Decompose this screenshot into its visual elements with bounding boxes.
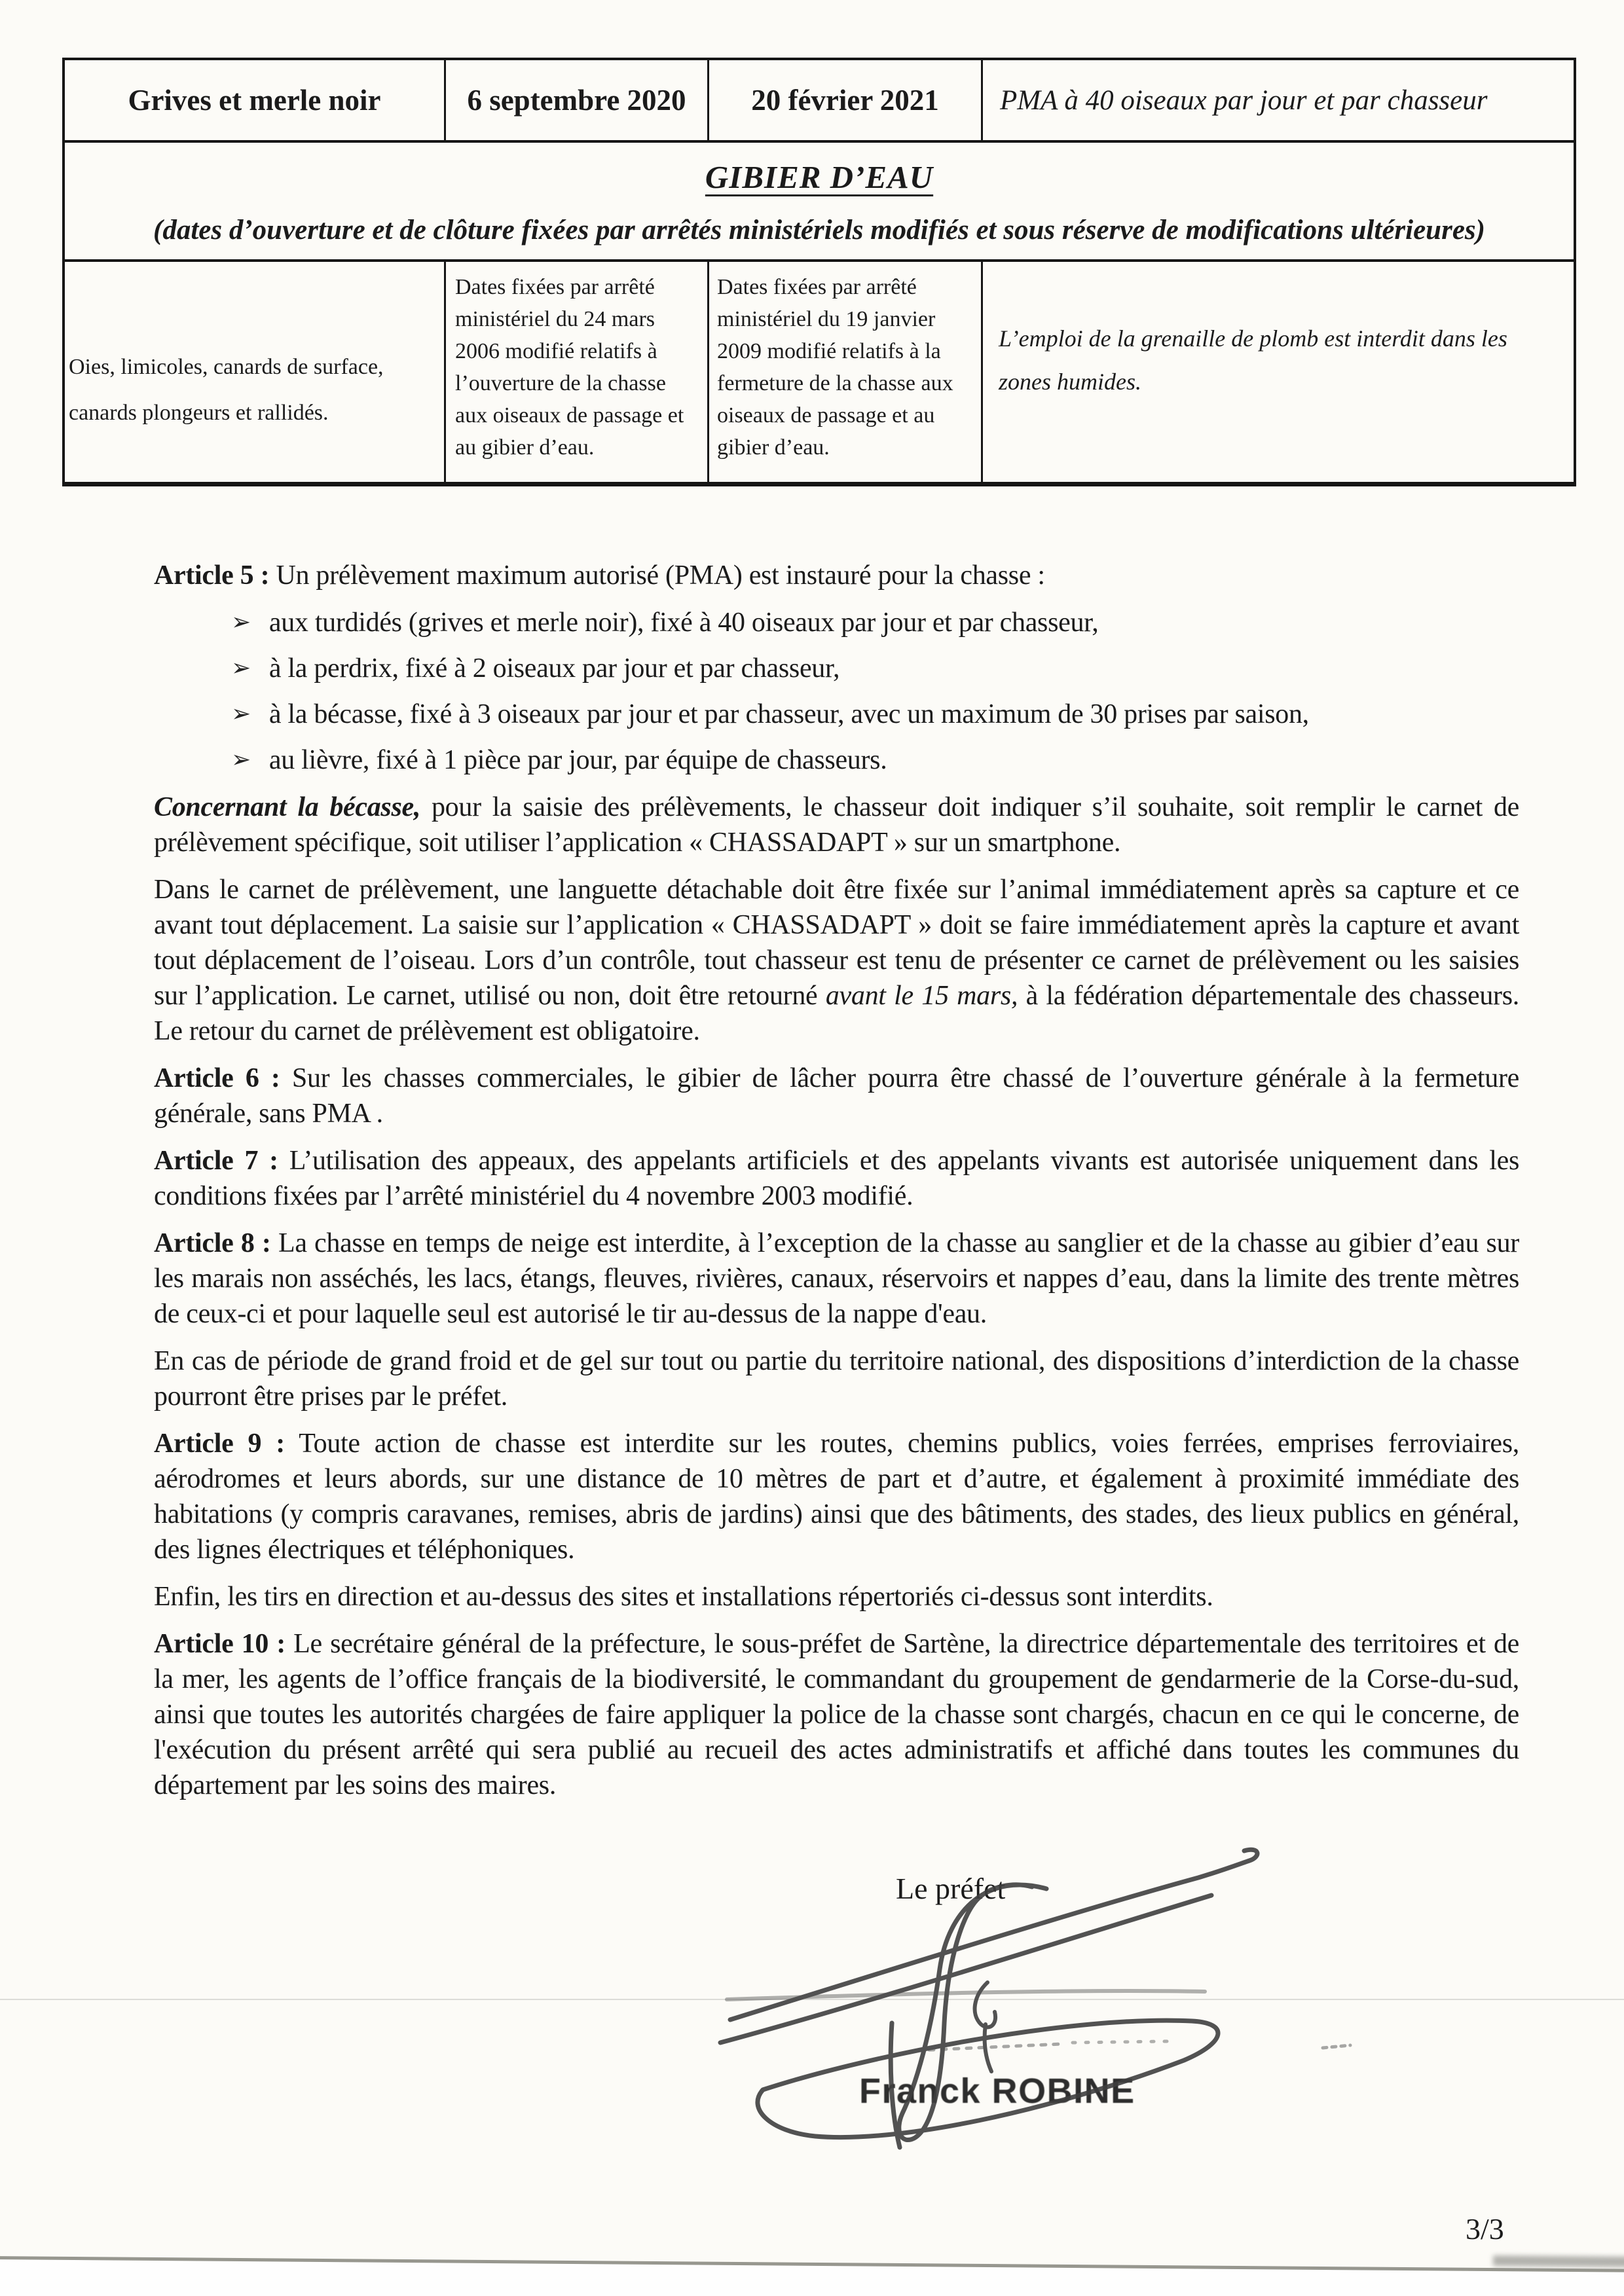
- article-8-paragraph: [154, 1226, 1519, 1332]
- signatory-title: Le préfet: [896, 1872, 1006, 1905]
- cell-species: Grives et merle noir: [65, 60, 446, 140]
- carnet-text-italic: avant le 15 mars,: [825, 981, 1018, 1011]
- article-7-paragraph: [154, 1143, 1519, 1214]
- paper-bottom-edge: [0, 2256, 1624, 2296]
- article-5-label: Article 5 :: [154, 560, 270, 591]
- list-item: [154, 651, 1519, 686]
- becasse-label: Concernant la bécasse,: [154, 792, 421, 822]
- article-8-label: Article 8 :: [154, 1228, 271, 1258]
- article-6-paragraph: [154, 1061, 1519, 1131]
- section-title: GIBIER D’EAU: [705, 159, 934, 195]
- article-10-text: Le secrétaire général de la préfecture, le sous-préfet de Sartène, la directrice départementale des territoires et de la mer, les agents de l’office français de la biodiversité, le commandant du groupement de gendarmerie de la Corse-du-sud, ainsi que toutes les autorités chargées de faire appliquer la police de la chasse sont chargés, chacun en ce qui le concerne, de l'exécution du présent arrêté qui sera publié au recueil des actes administratifs et affiché dans toutes les communes du département par les soins des maires.: [154, 1629, 1519, 1800]
- enfin-text: Enfin, les tirs en direction et au-dessus des sites et installations répertoriés ci-dessus sont interdits.: [154, 1582, 1213, 1612]
- bullet-text: à la perdrix, fixé à 2 oiseaux par jour et par chasseur,: [268, 653, 840, 683]
- article-6-text: Sur les chasses commerciales, le gibier de lâcher pourra être chassé de l’ouverture générale à la fermeture générale, sans PMA .: [154, 1063, 1519, 1129]
- becasse-paragraph: [154, 790, 1519, 860]
- bullet-text: à la bécasse, fixé à 3 oiseaux par jour et par chasseur, avec un maximum de 30 prises par saison,: [268, 699, 1309, 729]
- list-item: [154, 605, 1519, 640]
- cell-opening-rule: Dates fixées par arrêté ministériel du 24 mars 2006 modifié relatifs à l’ouverture de la chasse aux oiseaux de passage et au gibier d’eau.: [446, 262, 709, 482]
- table-row-gibier-eau: [65, 262, 1574, 482]
- scan-artifact-line: [0, 1999, 1624, 2000]
- arrow-bullet-icon: ➢: [231, 609, 251, 636]
- article-5-text: Un prélèvement maximum autorisé (PMA) est instauré pour la chasse :: [276, 560, 1045, 591]
- carnet-text-pre: Dans le carnet de prélèvement, une languette détachable doit être fixée sur l’animal immédiatement après sa capture et ce avant tout déplacement. La saisie sur l’application « CHASSADAPT » doit se faire immédiatement après la capture et avant tout déplacement de l’oiseau. Lors d’un contrôle, tout chasseur est tenu de présenter ce carnet de prélèvement ou les saisies sur l’application. Le carnet, utilisé ou non, doit être retourné: [154, 875, 1519, 1011]
- article-7-text: L’utilisation des appeaux, des appelants artificiels et des appelants vivants est autorisée uniquement dans les conditions fixées par l’arrêté ministériel du 4 novembre 2003 modifié.: [154, 1146, 1519, 1211]
- cell-lead-shot-note: L’emploi de la grenaille de plomb est interdit dans les zones humides.: [999, 325, 1507, 395]
- section-subtitle: (dates d’ouverture et de clôture fixées par arrêtés ministériels modifiés et sous réserve de modifications ultérieures): [153, 215, 1485, 246]
- document-body: [154, 558, 1519, 1815]
- handwritten-signature-icon: [681, 1827, 1401, 2180]
- bullet-text: au lièvre, fixé à 1 pièce par jour, par équipe de chasseurs.: [268, 745, 887, 775]
- article-10-paragraph: [154, 1626, 1519, 1803]
- arrow-bullet-icon: ➢: [231, 655, 251, 682]
- page-number: 3/3: [1466, 2212, 1504, 2246]
- cell-opening-date: 6 septembre 2020: [446, 60, 709, 140]
- article-10-label: Article 10 :: [154, 1629, 286, 1659]
- list-item: [154, 697, 1519, 732]
- article-5-paragraph: [154, 558, 1519, 593]
- hunting-dates-table: [62, 58, 1576, 486]
- paper-edge-shadow: [1493, 2255, 1624, 2267]
- article-8-text: La chasse en temps de neige est interdite, à l’exception de la chasse au sanglier et de la chasse au gibier d’eau sur les marais non asséchés, les lacs, étangs, fleuves, rivières, canaux, réservoirs et nappes d’eau, dans la limite des trente mètres de ceux-ci et pour laquelle seul est autorisé le tir au-dessus de la nappe d'eau.: [154, 1228, 1519, 1329]
- table-row-grives: [65, 60, 1574, 143]
- article-9-label: Article 9 :: [154, 1429, 285, 1459]
- cell-species: Oies, limicoles, canards de surface, canards plongeurs et rallidés.: [65, 262, 446, 482]
- arrow-bullet-icon: ➢: [231, 701, 251, 727]
- cold-period-paragraph: [154, 1343, 1519, 1414]
- arrow-bullet-icon: ➢: [231, 746, 251, 773]
- article-9-text: Toute action de chasse est interdite sur les routes, chemins publics, voies ferrées, emprises ferroviaires, aérodromes et leurs abords, sur une distance de 10 mètres de part et d’autre, et également à proximité immédiate des habitations (y compris caravanes, remises, abris de jardins) ainsi que des bâtiments, des stades, des lieux publics en général, des lignes électriques et téléphoniques.: [154, 1429, 1519, 1565]
- carnet-text-post: à la fédération départementale des chasseurs. Le retour du carnet de prélèvement est obligatoire.: [154, 981, 1519, 1046]
- cell-closing-rule: Dates fixées par arrêté ministériel du 19 janvier 2009 modifié relatifs à la fermeture de la chasse aux oiseaux de passage et au gibier d’eau.: [709, 262, 983, 482]
- bullet-text: aux turdidés (grives et merle noir), fixé à 40 oiseaux par jour et par chasseur,: [268, 608, 1099, 638]
- table-section-header: [65, 143, 1574, 262]
- list-item: [154, 742, 1519, 778]
- signatory-name-stamp: Franck ROBINE: [859, 2071, 1135, 2111]
- becasse-text: pour la saisie des prélèvements, le chasseur doit indiquer s’il souhaite, soit remplir le carnet de prélèvement spécifique, soit utiliser l’application « CHASSADAPT » sur un smartphone.: [154, 792, 1519, 858]
- pma-bullet-list: [154, 605, 1519, 778]
- cell-closing-date: 20 février 2021: [709, 60, 983, 140]
- article-7-label: Article 7 :: [154, 1146, 278, 1176]
- carnet-paragraph: [154, 872, 1519, 1049]
- cell-pma-note: PMA à 40 oiseaux par jour et par chasseur: [1000, 84, 1488, 116]
- article-6-label: Article 6 :: [154, 1063, 280, 1093]
- enfin-paragraph: [154, 1579, 1519, 1614]
- cold-period-text: En cas de période de grand froid et de gel sur tout ou partie du territoire national, des dispositions d’interdiction de la chasse pourront être prises par le préfet.: [154, 1346, 1519, 1412]
- article-9-paragraph: [154, 1426, 1519, 1567]
